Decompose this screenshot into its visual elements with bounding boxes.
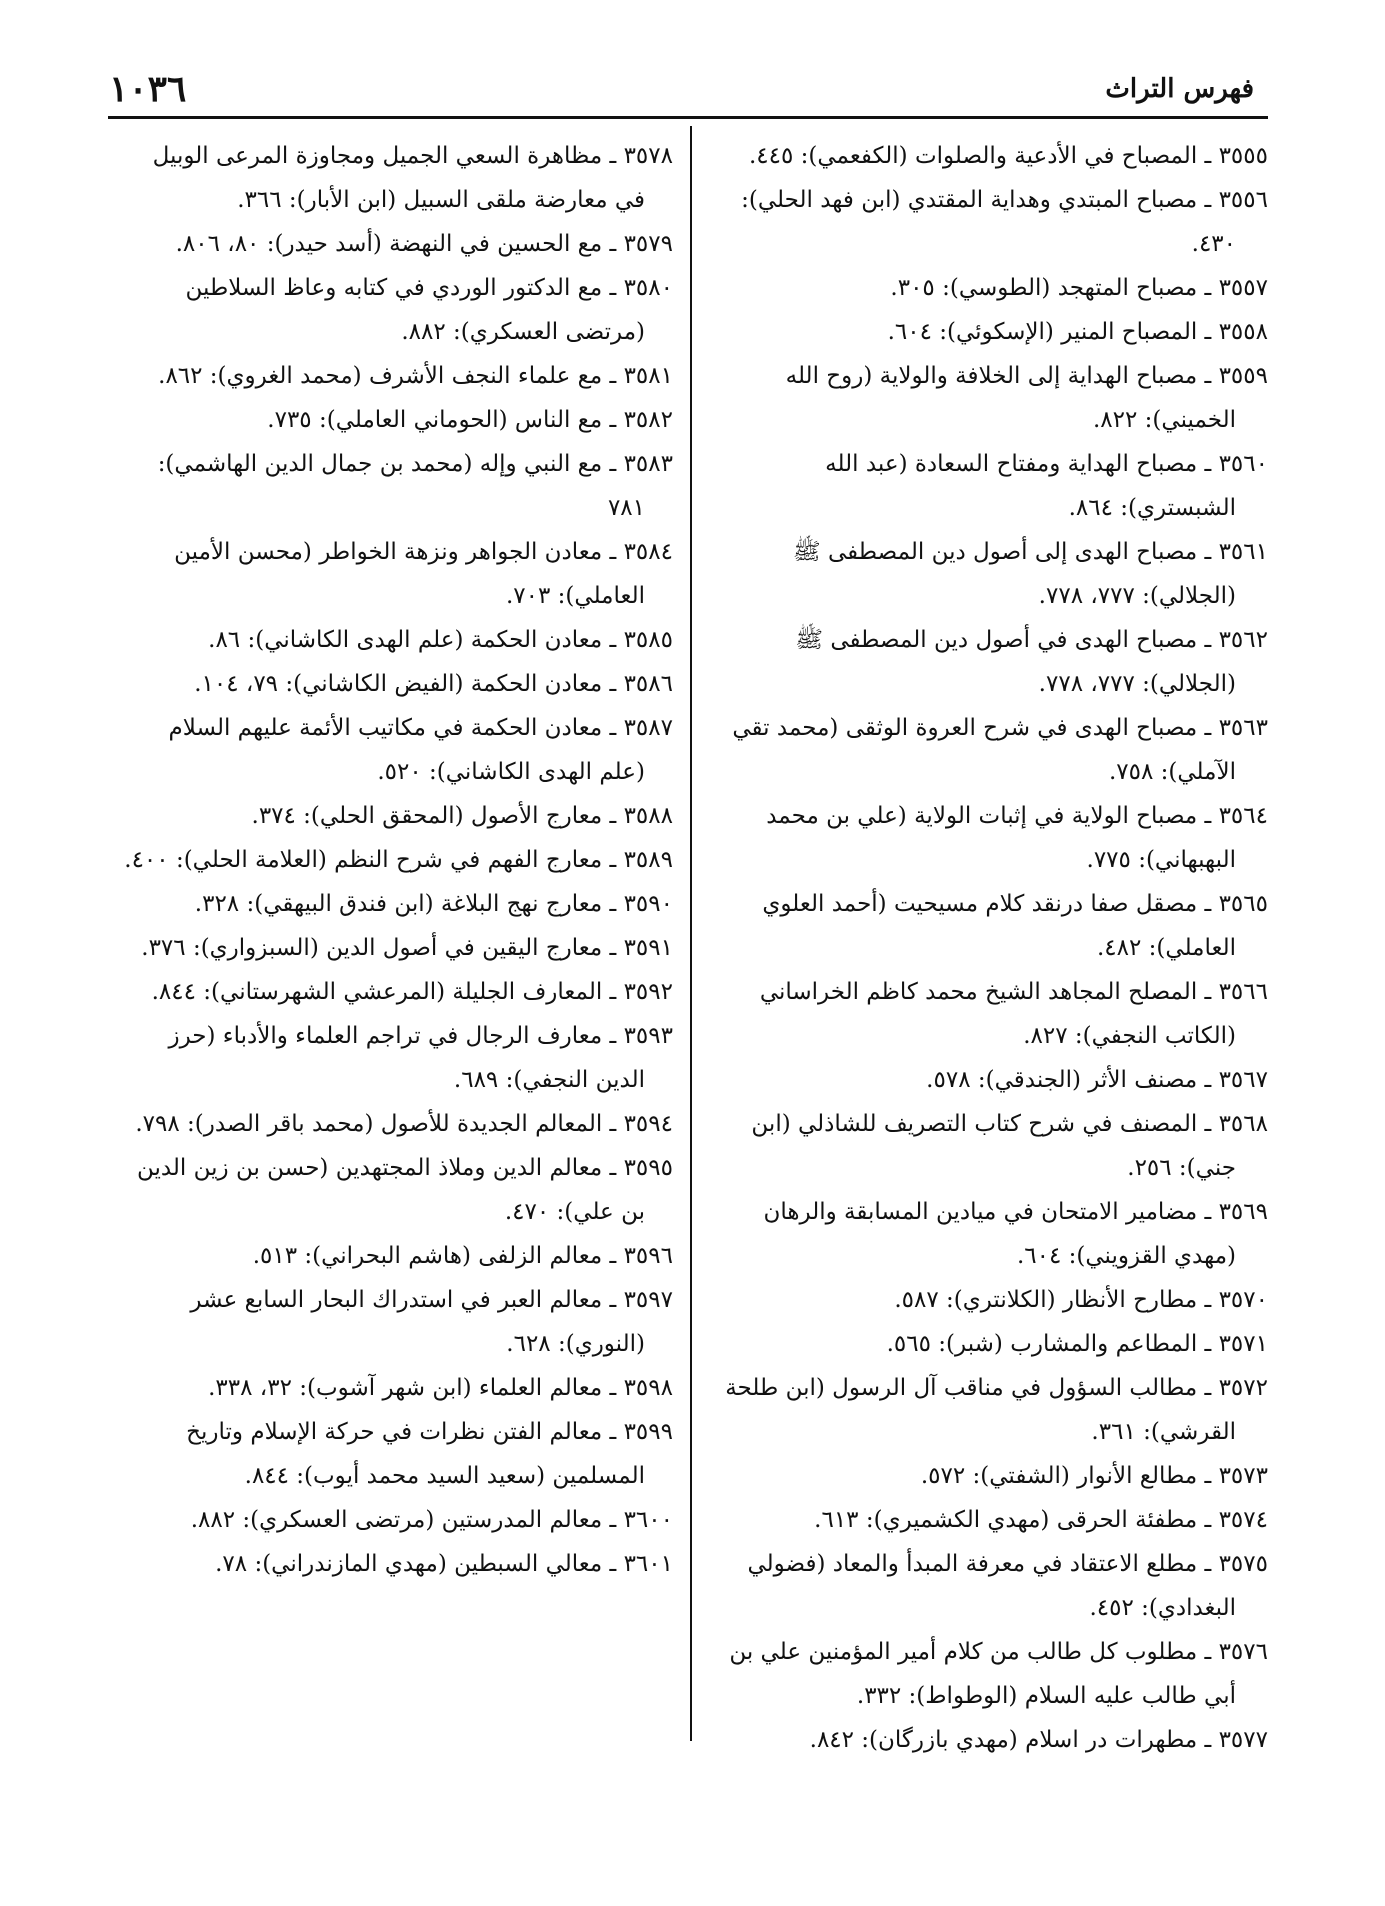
index-entry-text: ٣٥٥٦ ـ مصباح المبتدي وهداية المقتدي (ابن فهد الحلي): ٤٣٠.	[741, 187, 1268, 257]
index-entry	[120, 618, 673, 662]
index-entry-text: ٣٥٦١ ـ مصباح الهدى إلى أصول دين المصطفى ﷺ (الجلالي): ٧٧٧، ٧٧٨.	[792, 539, 1268, 609]
index-entry	[711, 882, 1268, 970]
index-entry-text: ٣٥٧٩ ـ مع الحسين في النهضة (أسد حيدر): ٨٠، ٨٠٦.	[175, 231, 673, 257]
index-entry	[120, 970, 673, 1014]
index-entry-text: ٣٥٩٧ ـ معالم العبر في استدراك البحار السابع عشر (النوري): ٦٢٨.	[190, 1287, 673, 1357]
index-entry-text: ٣٥٧٧ ـ مطهرات در اسلام (مهدي بازرگان): ٨٤٢.	[809, 1727, 1268, 1753]
index-entry	[120, 354, 673, 398]
index-entry	[120, 134, 673, 222]
index-entry	[711, 970, 1268, 1058]
index-entry	[120, 1542, 673, 1586]
index-entry	[120, 1498, 673, 1542]
index-entry-text: ٣٥٥٥ ـ المصباح في الأدعية والصلوات (الكفعمي): ٤٤٥.	[748, 143, 1268, 169]
index-entry	[711, 354, 1268, 442]
index-entry-text: ٣٥٨٨ ـ معارج الأصول (المحقق الحلي): ٣٧٤.	[251, 803, 673, 829]
index-entry	[120, 794, 673, 838]
page-header	[108, 68, 1268, 116]
index-entry	[120, 266, 673, 354]
index-entry	[711, 1190, 1268, 1278]
index-entry-text: ٣٥٧٠ ـ مطارح الأنظار (الكلانتري): ٥٨٧.	[894, 1287, 1268, 1313]
index-entry-text: ٣٥٩٨ ـ معالم العلماء (ابن شهر آشوب): ٣٢، ٣٣٨.	[208, 1375, 673, 1401]
index-entry-text: ٣٥٩٢ ـ المعارف الجليلة (المرعشي الشهرستاني): ٨٤٤.	[151, 979, 673, 1005]
index-entry	[711, 1454, 1268, 1498]
index-entry	[711, 1630, 1268, 1718]
index-entry-text: ٣٥٨٣ ـ مع النبي وإله (محمد بن جمال الدين الهاشمي): ٧٨١	[157, 451, 673, 521]
index-entry-text: ٣٥٩٩ ـ معالم الفتن نظرات في حركة الإسلام وتاريخ المسلمين (سعيد السيد محمد أيوب): ٨٤٤.	[186, 1419, 673, 1489]
index-entry-text: ٣٥٦٥ ـ مصقل صفا درنقد كلام مسيحيت (أحمد العلوي العاملي): ٤٨٢.	[762, 891, 1268, 961]
left-column	[120, 134, 673, 1586]
index-entry	[120, 442, 673, 530]
index-entry-text: ٣٥٧٢ ـ مطالب السؤول في مناقب آل الرسول (ابن طلحة القرشي): ٣٦١.	[725, 1375, 1268, 1445]
index-entry	[711, 1102, 1268, 1190]
index-entry-text: ٣٥٦٦ ـ المصلح المجاهد الشيخ محمد كاظم الخراساني (الكاتب النجفي): ٨٢٧.	[759, 979, 1268, 1049]
index-entry	[711, 310, 1268, 354]
index-entry-text: ٣٥٦٣ ـ مصباح الهدى في شرح العروة الوثقى (محمد تقي الآملي): ٧٥٨.	[732, 715, 1268, 785]
index-entry-text: ٣٥٧١ ـ المطاعم والمشارب (شبر): ٥٦٥.	[886, 1331, 1268, 1357]
index-entry	[120, 1234, 673, 1278]
index-entry-text: ٣٥٨٤ ـ معادن الجواهر ونزهة الخواطر (محسن الأمين العاملي): ٧٠٣.	[174, 539, 673, 609]
index-entry-text: ٣٥٦٠ ـ مصباح الهداية ومفتاح السعادة (عبد الله الشبستري): ٨٦٤.	[825, 451, 1268, 521]
index-entry-text: ٣٥٧٣ ـ مطالع الأنوار (الشفتي): ٥٧٢.	[920, 1463, 1268, 1489]
header-rule	[108, 116, 1268, 119]
index-entry	[711, 1278, 1268, 1322]
index-entry-text: ٣٥٥٧ ـ مصباح المتهجد (الطوسي): ٣٠٥.	[890, 275, 1268, 301]
index-entry-text: ٣٥٨٢ ـ مع الناس (الحوماني العاملي): ٧٣٥.	[267, 407, 673, 433]
index-entry	[711, 1498, 1268, 1542]
page-number: ١٠٣٦	[109, 68, 187, 110]
index-entry	[120, 1014, 673, 1102]
index-entry-text: ٣٥٩٠ ـ معارج نهج البلاغة (ابن فندق البيهقي): ٣٢٨.	[194, 891, 673, 917]
index-entry-text: ٣٥٩٦ ـ معالم الزلفى (هاشم البحراني): ٥١٣.	[252, 1243, 673, 1269]
index-entry	[711, 1366, 1268, 1454]
index-entry-text: ٣٥٨٠ ـ مع الدكتور الوردي في كتابه وعاظ السلاطين (مرتضى العسكري): ٨٨٢.	[185, 275, 673, 345]
index-entry-text: ٣٥٦٨ ـ المصنف في شرح كتاب التصريف للشاذلي (ابن جني): ٢٥٦.	[751, 1111, 1268, 1181]
index-entry	[120, 1146, 673, 1234]
index-entry-text: ٣٥٩٥ ـ معالم الدين وملاذ المجتهدين (حسن بن زين الدين بن علي): ٤٧٠.	[136, 1155, 673, 1225]
index-entry	[120, 530, 673, 618]
index-entry	[120, 1278, 673, 1366]
index-entry	[711, 178, 1268, 266]
index-entry	[120, 838, 673, 882]
index-entry-text: ٣٥٨٧ ـ معادن الحكمة في مكاتيب الأئمة عليهم السلام (علم الهدى الكاشاني): ٥٢٠.	[168, 715, 673, 785]
index-entry	[711, 1322, 1268, 1366]
right-column	[711, 134, 1268, 1762]
index-entry-text: ٣٦٠١ ـ معالي السبطين (مهدي المازندراني): ٧٨.	[215, 1551, 673, 1577]
index-entry	[711, 134, 1268, 178]
running-title: فهرس التراث	[1105, 74, 1254, 104]
index-entry	[711, 618, 1268, 706]
index-entry-text: ٣٥٧٥ ـ مطلع الاعتقاد في معرفة المبدأ والمعاد (فضولي البغدادي): ٤٥٢.	[747, 1551, 1268, 1621]
index-entry	[120, 1410, 673, 1498]
index-entry	[120, 222, 673, 266]
index-entry-text: ٣٥٨٥ ـ معادن الحكمة (علم الهدى الكاشاني): ٨٦.	[208, 627, 673, 653]
index-entry	[711, 442, 1268, 530]
index-entry-text: ٣٦٠٠ ـ معالم المدرستين (مرتضى العسكري): ٨٨٢.	[190, 1507, 673, 1533]
index-entry-text: ٣٥٥٩ ـ مصباح الهداية إلى الخلافة والولاية (روح الله الخميني): ٨٢٢.	[785, 363, 1268, 433]
index-entry	[711, 794, 1268, 882]
index-entry	[120, 1366, 673, 1410]
index-entry	[120, 662, 673, 706]
index-entry-text: ٣٥٦٧ ـ مصنف الأثر (الجندقي): ٥٧٨.	[926, 1067, 1268, 1093]
index-entry-text: ٣٥٨٦ ـ معادن الحكمة (الفيض الكاشاني): ٧٩، ١٠٤.	[194, 671, 673, 697]
index-entry-text: ٣٥٩٤ ـ المعالم الجديدة للأصول (محمد باقر الصدر): ٧٩٨.	[135, 1111, 673, 1137]
index-entry-text: ٣٥٨٩ ـ معارج الفهم في شرح النظم (العلامة الحلي): ٤٠٠.	[124, 847, 673, 873]
index-entry-text: ٣٥٦٢ ـ مصباح الهدى في أصول دين المصطفى ﷺ (الجلالي): ٧٧٧، ٧٧٨.	[795, 627, 1268, 697]
index-entry-text: ٣٥٧٤ ـ مطفئة الحرقى (مهدي الكشميري): ٦١٣.	[814, 1507, 1268, 1533]
column-divider	[690, 126, 692, 1741]
index-entry	[711, 266, 1268, 310]
index-entry	[711, 1718, 1268, 1762]
index-entry	[120, 926, 673, 970]
index-entry	[711, 1542, 1268, 1630]
index-entry-text: ٣٥٩١ ـ معارج اليقين في أصول الدين (السبزواري): ٣٧٦.	[141, 935, 673, 961]
index-entry-text: ٣٥٧٦ ـ مطلوب كل طالب من كلام أمير المؤمنين علي بن أبي طالب عليه السلام (الوطواط): ٣٣٢.	[729, 1639, 1268, 1709]
index-entry-text: ٣٥٦٩ ـ مضامير الامتحان في ميادين المسابقة والرهان (مهدي القزويني): ٦٠٤.	[763, 1199, 1268, 1269]
index-entry	[711, 1058, 1268, 1102]
index-entry-text: ٣٥٥٨ ـ المصباح المنير (الإسكوئي): ٦٠٤.	[887, 319, 1268, 345]
index-entry	[120, 398, 673, 442]
index-entry-text: ٣٥٧٨ ـ مظاهرة السعي الجميل ومجاوزة المرعى الوبيل في معارضة ملقى السبيل (ابن الأبار): ٣٦٦.	[152, 143, 673, 213]
index-entry-text: ٣٥٦٤ ـ مصباح الولاية في إثبات الولاية (علي بن محمد البهبهاني): ٧٧٥.	[766, 803, 1268, 873]
index-entry	[120, 706, 673, 794]
index-entry-text: ٣٥٩٣ ـ معارف الرجال في تراجم العلماء والأدباء (حرز الدين النجفي): ٦٨٩.	[168, 1023, 673, 1093]
index-entry	[120, 1102, 673, 1146]
index-entry	[120, 882, 673, 926]
index-entry	[711, 530, 1268, 618]
index-entry	[711, 706, 1268, 794]
index-entry-text: ٣٥٨١ ـ مع علماء النجف الأشرف (محمد الغروي): ٨٦٢.	[158, 363, 673, 389]
